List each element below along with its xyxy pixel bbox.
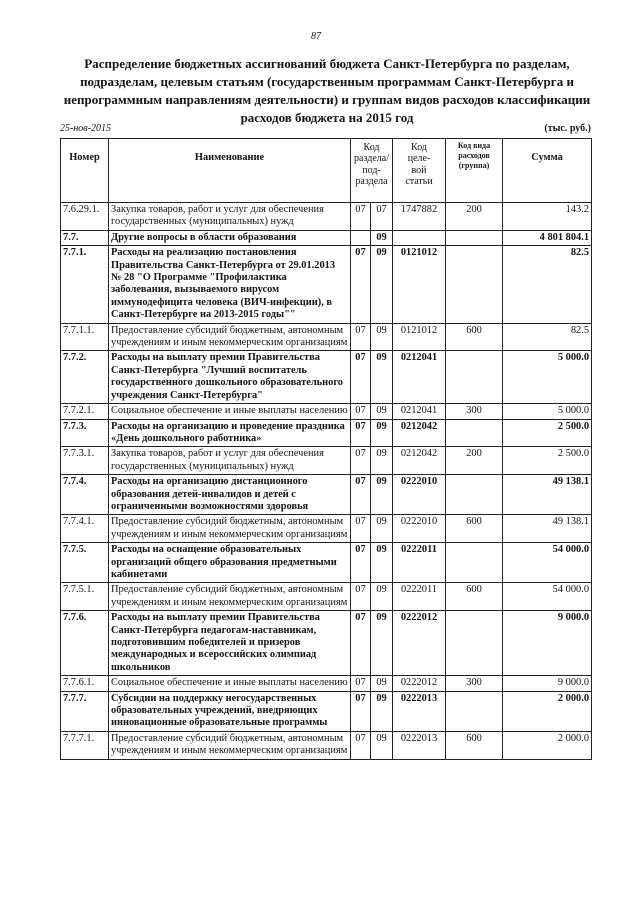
row-number: 7.7.7.	[61, 691, 109, 731]
header-section-line: раздела/	[354, 153, 389, 165]
row-target-code: 0222011	[393, 583, 446, 611]
row-target-code: 0121012	[393, 323, 446, 351]
table-row	[61, 351, 592, 404]
row-name: Расходы на организацию и проведение праздника «День дошкольного работника»	[109, 419, 351, 447]
row-target-code: 0222011	[393, 543, 446, 583]
row-target-code: 0222010	[393, 515, 446, 543]
title-line: Распределение бюджетных ассигнований бюджета Санкт-Петербурга по разделам,	[84, 56, 570, 71]
row-expense-type-code: 300	[446, 676, 503, 691]
row-subsection-code: 09	[371, 419, 393, 447]
header-section-line: раздела	[355, 176, 388, 188]
row-amount: 2 500.0	[503, 447, 592, 475]
row-section-code: 07	[351, 543, 371, 583]
row-expense-type-code: 600	[446, 731, 503, 759]
row-expense-type-code: 600	[446, 323, 503, 351]
header-expense-type-code	[446, 139, 503, 203]
row-target-code	[393, 230, 446, 245]
row-number: 7.7.3.1.	[61, 447, 109, 475]
row-expense-type-code: 300	[446, 404, 503, 419]
table-row	[61, 230, 592, 245]
row-expense-type-code	[446, 475, 503, 515]
header-section-line: под-	[362, 164, 381, 176]
row-section-code	[351, 230, 371, 245]
row-number: 7.7.	[61, 230, 109, 245]
row-section-code: 07	[351, 404, 371, 419]
row-section-code: 07	[351, 203, 371, 231]
header-type-line: расходов	[458, 151, 490, 160]
row-section-code: 07	[351, 515, 371, 543]
row-amount: 54 000.0	[503, 543, 592, 583]
row-expense-type-code: 600	[446, 583, 503, 611]
table-row	[61, 676, 592, 691]
row-number: 7.7.4.1.	[61, 515, 109, 543]
document-title	[62, 55, 592, 127]
row-name: Закупка товаров, работ и услуг для обеспечения государственных (муниципальных) нужд	[109, 447, 351, 475]
row-number: 7.7.2.1.	[61, 404, 109, 419]
row-section-code: 07	[351, 691, 371, 731]
header-row	[61, 139, 592, 203]
row-amount: 49 138.1	[503, 475, 592, 515]
row-subsection-code: 09	[371, 351, 393, 404]
row-expense-type-code: 600	[446, 515, 503, 543]
row-name: Социальное обеспечение и иные выплаты населению	[109, 404, 351, 419]
row-target-code: 0222012	[393, 611, 446, 676]
header-target-code	[393, 139, 446, 203]
row-expense-type-code	[446, 230, 503, 245]
table-row	[61, 419, 592, 447]
row-name: Расходы на выплату премии Правительства Санкт-Петербурга "Лучший воспитатель государственного дошкольного образовательного учреждения Санкт-Петербурга"	[109, 351, 351, 404]
row-name: Предоставление субсидий бюджетным, автономным учреждениям и иным некоммерческим организациям	[109, 583, 351, 611]
row-section-code: 07	[351, 676, 371, 691]
row-amount: 49 138.1	[503, 515, 592, 543]
row-subsection-code: 09	[371, 246, 393, 323]
row-subsection-code: 09	[371, 583, 393, 611]
header-target-line: вой	[411, 164, 427, 176]
row-expense-type-code	[446, 691, 503, 731]
row-name: Предоставление субсидий бюджетным, автономным учреждениям и иным некоммерческим организациям	[109, 731, 351, 759]
header-amount: Сумма	[503, 139, 592, 203]
row-number: 7.7.6.	[61, 611, 109, 676]
table-row	[61, 515, 592, 543]
row-section-code: 07	[351, 731, 371, 759]
table-row	[61, 543, 592, 583]
row-subsection-code: 09	[371, 404, 393, 419]
row-target-code: 0222012	[393, 676, 446, 691]
row-name: Расходы на реализацию постановления Правительства Санкт-Петербурга от 29.01.2013 № 28 "О Программе "Профилактика заболевания, вызываемого вирусом иммунодефицита человека (ВИЧ-инфекции), в Санкт-Петербурге на 2013-2015 годы""	[109, 246, 351, 323]
header-type-line: Код вида	[457, 141, 491, 150]
table-row	[61, 583, 592, 611]
row-subsection-code: 09	[371, 676, 393, 691]
header-name: Наименование	[109, 139, 351, 203]
row-target-code: 0212041	[393, 351, 446, 404]
row-amount: 5 000.0	[503, 404, 592, 419]
row-name: Социальное обеспечение и иные выплаты населению	[109, 676, 351, 691]
row-section-code: 07	[351, 323, 371, 351]
row-subsection-code: 09	[371, 323, 393, 351]
row-target-code: 0212042	[393, 447, 446, 475]
header-target-line: Код	[411, 142, 427, 153]
row-number: 7.7.5.1.	[61, 583, 109, 611]
row-subsection-code: 09	[371, 515, 393, 543]
row-number: 7.7.5.	[61, 543, 109, 583]
row-amount: 82.5	[503, 246, 592, 323]
row-amount: 2 000.0	[503, 691, 592, 731]
row-number: 7.7.1.	[61, 246, 109, 323]
table-body	[61, 203, 592, 760]
row-name: Расходы на выплату премии Правительства Санкт-Петербурга педагогам-наставникам, подготовившим победителей и призеров международных и всероссийских олимпиад школьников	[109, 611, 351, 676]
row-number: 7.7.7.1.	[61, 731, 109, 759]
row-target-code: 0212041	[393, 404, 446, 419]
row-number: 7.7.2.	[61, 351, 109, 404]
page-number: 87	[311, 31, 321, 42]
table-row	[61, 731, 592, 759]
row-expense-type-code: 200	[446, 447, 503, 475]
budget-table	[60, 138, 592, 760]
row-subsection-code: 09	[371, 731, 393, 759]
title-line: непрограммным направлениям деятельности) и группам видов расходов классификации	[63, 92, 591, 107]
row-number: 7.7.6.1.	[61, 676, 109, 691]
table-row	[61, 246, 592, 323]
row-section-code: 07	[351, 351, 371, 404]
meta-line	[60, 123, 591, 135]
row-subsection-code: 09	[371, 691, 393, 731]
row-expense-type-code	[446, 351, 503, 404]
row-subsection-code: 09	[371, 447, 393, 475]
row-name: Предоставление субсидий бюджетным, автономным учреждениям и иным некоммерческим организациям	[109, 515, 351, 543]
header-target-line: целе-	[407, 153, 431, 165]
header-section-line: Код	[363, 142, 380, 153]
header-target-line: статьи	[405, 176, 433, 188]
row-section-code: 07	[351, 583, 371, 611]
row-amount: 4 801 804.1	[503, 230, 592, 245]
table-row	[61, 203, 592, 231]
row-subsection-code: 07	[371, 203, 393, 231]
row-target-code: 0222013	[393, 731, 446, 759]
row-subsection-code: 09	[371, 230, 393, 245]
table-header	[61, 139, 592, 203]
header-section-code	[351, 139, 393, 203]
table-row	[61, 447, 592, 475]
row-name: Предоставление субсидий бюджетным, автономным учреждениям и иным некоммерческим организациям	[109, 323, 351, 351]
table-row	[61, 404, 592, 419]
document-date: 25-нов-2015	[60, 123, 111, 134]
row-target-code: 0121012	[393, 246, 446, 323]
row-amount: 2 500.0	[503, 419, 592, 447]
row-target-code: 0212042	[393, 419, 446, 447]
row-expense-type-code	[446, 419, 503, 447]
row-target-code: 0222013	[393, 691, 446, 731]
row-amount: 5 000.0	[503, 351, 592, 404]
row-expense-type-code: 200	[446, 203, 503, 231]
row-section-code: 07	[351, 475, 371, 515]
row-section-code: 07	[351, 447, 371, 475]
row-name: Закупка товаров, работ и услуг для обеспечения государственных (муниципальных) нужд	[109, 203, 351, 231]
row-subsection-code: 09	[371, 475, 393, 515]
units-label: (тыс. руб.)	[544, 123, 591, 134]
table-row	[61, 691, 592, 731]
title-line: подразделам, целевым статьям (государственным программам Санкт-Петербурга и	[80, 74, 574, 89]
row-section-code: 07	[351, 419, 371, 447]
title-line: расходов бюджета на 2015 год	[240, 110, 414, 125]
row-target-code: 0222010	[393, 475, 446, 515]
row-amount: 9 000.0	[503, 611, 592, 676]
row-name: Расходы на организацию дистанционного образования детей-инвалидов и детей с ограниченными возможностями здоровья	[109, 475, 351, 515]
row-amount: 9 000.0	[503, 676, 592, 691]
table-row	[61, 475, 592, 515]
row-amount: 54 000.0	[503, 583, 592, 611]
row-number: 7.7.1.1.	[61, 323, 109, 351]
row-subsection-code: 09	[371, 543, 393, 583]
row-subsection-code: 09	[371, 611, 393, 676]
row-section-code: 07	[351, 611, 371, 676]
row-amount: 2 000.0	[503, 731, 592, 759]
row-expense-type-code	[446, 611, 503, 676]
header-type-line: (группа)	[458, 161, 490, 170]
row-target-code: 1747882	[393, 203, 446, 231]
row-amount: 143.2	[503, 203, 592, 231]
row-expense-type-code	[446, 543, 503, 583]
row-number: 7.7.4.	[61, 475, 109, 515]
row-number: 7.7.3.	[61, 419, 109, 447]
table-row	[61, 611, 592, 676]
row-name: Другие вопросы в области образования	[109, 230, 351, 245]
table-row	[61, 323, 592, 351]
row-number: 7.6.29.1.	[61, 203, 109, 231]
row-section-code: 07	[351, 246, 371, 323]
header-number: Номер	[61, 139, 109, 203]
row-name: Субсидии на поддержку негосударственных образовательных учреждений, внедряющих инновационные образовательные программы	[109, 691, 351, 731]
row-name: Расходы на оснащение образовательных организаций общего образования предметными кабинетами	[109, 543, 351, 583]
row-amount: 82.5	[503, 323, 592, 351]
row-expense-type-code	[446, 246, 503, 323]
